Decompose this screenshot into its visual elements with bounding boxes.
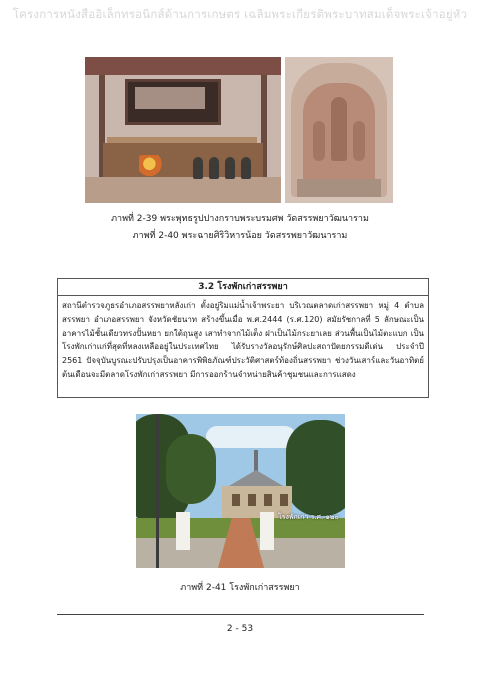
station-sign-text: โรงพักเก่า ร.ศ. ๑๒๐ <box>278 513 339 521</box>
relief-stele-photo <box>285 57 393 203</box>
buddha-shrine-photo <box>85 57 281 203</box>
section-title: 3.2 โรงพักเก่าสรรพยา <box>58 279 428 296</box>
old-police-station-photo <box>136 414 345 568</box>
figure-caption-2-40: ภาพที่ 2-40 พระฉายศิริวิหารน้อย วัดสรรพยาวัฒนาราม <box>132 231 348 241</box>
footer-divider <box>57 614 424 615</box>
section-body: สถานีตำรวจภูธรอำเภอสรรพยาหลังเก่า ตั้งอยู่ริมแม่น้ำเจ้าพระยา บริเวณตลาดเก่าสรรพยา หมู่ 4 ตำบลสรรพยา อำเภอสรรพยา จังหวัดชัยนาท สร้างขึ้นเมื่อ พ.ศ.2444 (ร.ศ.120) สมัยรัชกาลที่ 5 ลักษณะเป็นอาคารไม้ชั้นเดียวทรงปั้นหยา ยกใต้ถุนสูง เสาทำจากไม้เต็ง ฝาเป็นไม้กระยาเลย ส่วนพื้นเป็นไม้ตะแบก เป็นโรงพักเก่าแก่ที่สุดที่หลงเหลืออยู่ในประเทศไทย ได้รับรางวัลอนุรักษ์ศิลปะสถาปัตยกรรมดีเด่น ประจำปี 2561 ปัจจุบันบูรณะปรับปรุงเป็นอาคารพิพิธภัณฑ์ประวัติศาสตร์ท้องถิ่นสรรพยา ช่วงวันเสาร์และวันอาทิตย์ต้นเดือนจะมีตลาดโรงพักเก่าสรรพยา มีการออกร้านจำหน่ายสินค้าชุมชนและการแสดง <box>62 301 424 379</box>
figure-caption-2-41: ภาพที่ 2-41 โรงพักเก่าสรรพยา <box>180 583 300 593</box>
figure-caption-2-39: ภาพที่ 2-39 พระพุทธรูปปางกราบพระบรมศพ วัดสรรพยาวัฒนาราม <box>111 214 369 224</box>
section-box <box>57 278 429 398</box>
page-header: โครงการหนังสืออิเล็กทรอนิกส์ด้านการเกษตร เฉลิมพระเกียรติพระบาทสมเด็จพระเจ้าอยู่หัว <box>12 7 468 21</box>
page-number: 2 - 53 <box>226 624 254 634</box>
